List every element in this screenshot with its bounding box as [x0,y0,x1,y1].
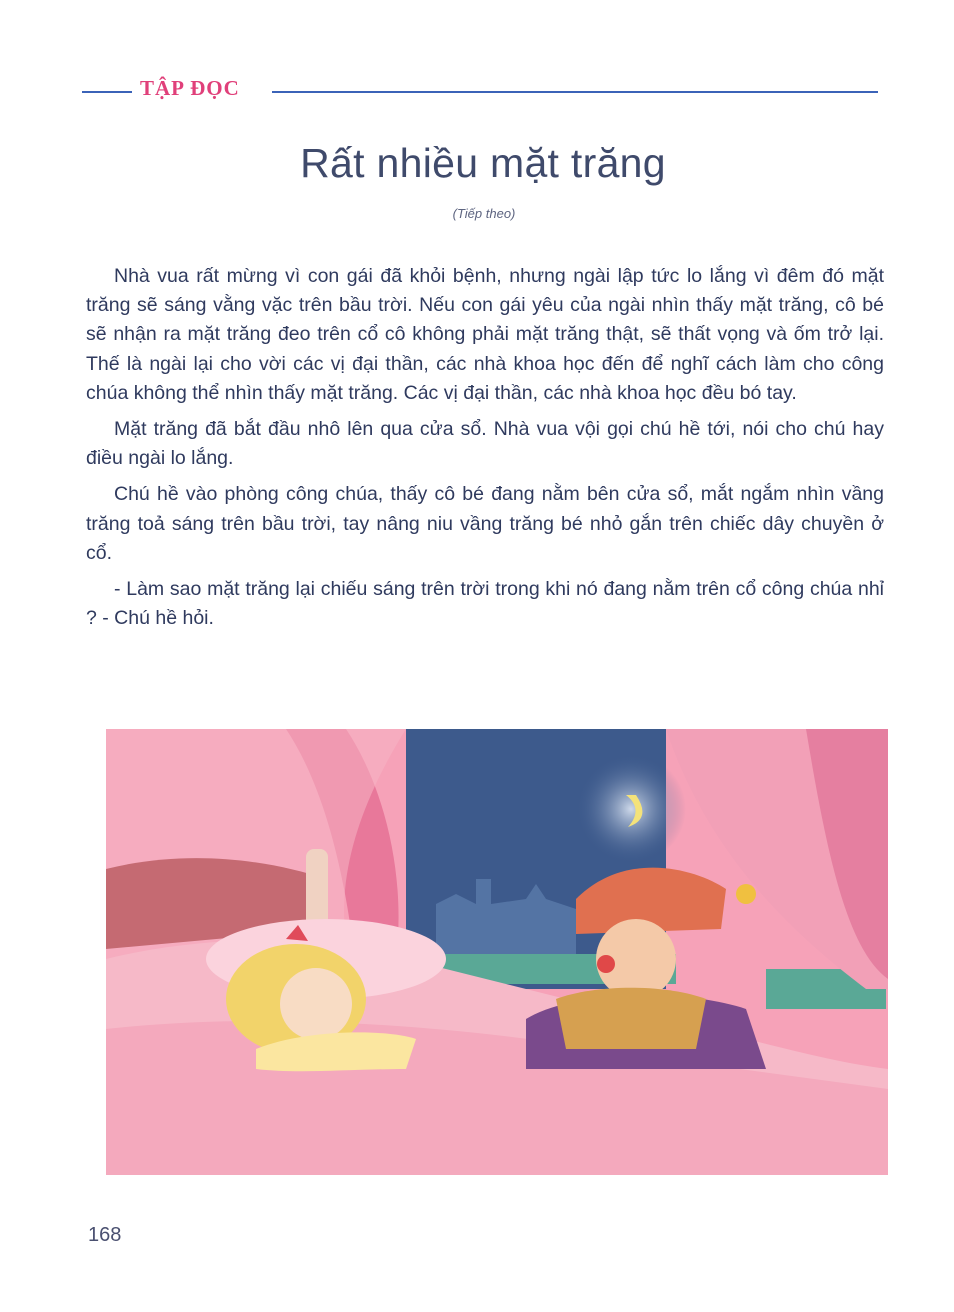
paragraph: Mặt trăng đã bắt đầu nhô lên qua cửa sổ. Nhà vua vội gọi chú hề tới, nói cho chú hay điều ngài lo lắng. [86,418,884,470]
story-illustration [106,729,888,1175]
header-rule-right [272,91,878,93]
section-header [82,72,878,102]
story-title: Rất nhiều mặt trăng [300,140,666,186]
paragraph: Nhà vua rất mừng vì con gái đã khỏi bệnh, nhưng ngài lập tức lo lắng vì đêm đó mặt trăng sẽ sáng vằng vặc trên bầu trời. Nếu con gái yêu của ngài nhìn thấy mặt trăng, cô bé sẽ nhận ra mặt trăng đeo trên cổ cô không phải mặt trăng thật, sẽ thất vọng và ốm trở lại. Thế là ngài lại cho vời các vị đại thần, các nhà khoa học đến để nghĩ cách làm cho công chúa không thể nhìn thấy mặt trăng. Các vị đại thần, các nhà khoa học đều bó tay. [86,265,884,404]
paragraph: Chú hề vào phòng công chúa, thấy cô bé đang nằm bên cửa sổ, mắt ngắm nhìn vầng trăng toả sáng trên bầu trời, tay nâng niu vầng trăng bé nhỏ gắn trên chiếc dây chuyền ở cổ. [86,483,884,564]
header-rule-left [82,91,132,93]
section-label: TẬP ĐỌC [140,76,240,100]
story-body [86,262,884,640]
page-number: 168 [88,1224,122,1246]
story-subtitle: (Tiếp theo) [452,206,516,221]
paragraph: - Làm sao mặt trăng lại chiếu sáng trên trời trong khi nó đang nằm trên cổ công chúa nhỉ ? - Chú hề hỏi. [86,578,884,630]
bedroom-scene-image [106,729,888,1175]
